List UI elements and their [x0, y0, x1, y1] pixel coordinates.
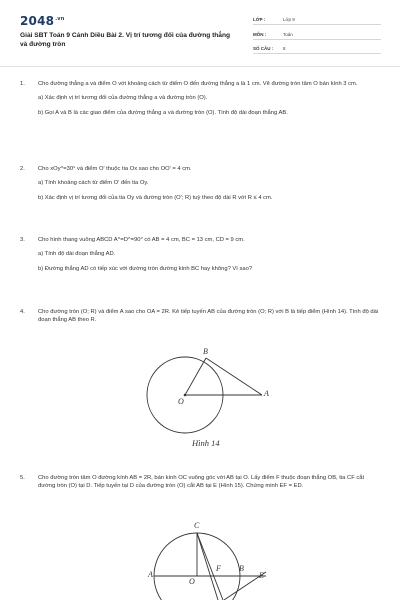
label-c: C [194, 521, 200, 530]
question-part: a) Tính độ dài đoạn thẳng AD. [38, 251, 116, 258]
meta-subject-value: Toán [283, 32, 293, 37]
header-divider [0, 66, 400, 67]
question-part: a) Tính khoảng cách từ điểm O' đến tia Oy. [38, 180, 149, 187]
label-b: B [203, 347, 208, 356]
question-stem: Cho đường tròn (O; R) và điểm A sao cho OA = 2R. Kẻ tiếp tuyến AB của đường tròn (O; R) với B là tiếp điểm (Hình 14). Tính độ dài đoạn thẳng AB theo R. [38, 309, 379, 324]
meta-count-label: SỐ CÂU : [253, 46, 274, 51]
label-o: O [189, 577, 195, 586]
label-b: B [239, 564, 244, 573]
question-stem: Cho xOy^=30° và điểm O' thuộc tia Ox sao cho OO' = 4 cm. [38, 166, 192, 172]
question-stem: Cho đường thẳng a và điểm O với khoảng cách từ điểm O đến đường thẳng a là 1 cm. Vẽ đường tròn tâm O bán kính 3 cm. [38, 81, 358, 87]
question-part: b) Xác định vị trí tương đối của tia Oy và đường tròn (O'; R) tuỳ theo độ dài R với R ≤ 4 cm. [38, 194, 273, 201]
question-part: b) Đường thẳng AD có tiếp xúc với đường tròn đường kính BC hay không? Vì sao? [38, 265, 253, 272]
question-5 [20, 474, 382, 491]
label-f: F [216, 564, 221, 573]
question-1 [20, 80, 382, 117]
question-number: 3. [20, 237, 25, 243]
question-number: 2. [20, 166, 25, 172]
question-part: b) Gọi A và B là các giao điểm của đường thẳng a và đường tròn (O). Tính độ dài đoạn thẳng AB. [38, 109, 288, 116]
site-logo[interactable] [20, 14, 65, 28]
label-o: O [178, 397, 184, 406]
meta-divider [253, 39, 381, 40]
segment-ob [185, 358, 206, 395]
meta-subject-label: MÔN : [253, 32, 267, 37]
meta-class-label: LỚP : [253, 17, 266, 22]
figure-14-caption: Hình 14 [192, 438, 220, 448]
segment-cf [197, 533, 218, 600]
question-part: a) Xác định vị trí tương đối của đường thẳng a và đường tròn (O). [38, 95, 208, 102]
figure-15 [140, 516, 280, 600]
point-o [184, 394, 187, 397]
meta-class-value: Lớp 9 [283, 17, 295, 22]
label-e: E [259, 571, 264, 580]
question-stem: Cho hình thang vuông ABCD A^=D^=90° có AB = 4 cm, BC = 13 cm, CD = 9 cm. [38, 237, 245, 243]
question-stem: Cho đường tròn tâm O đường kính AB = 2R, bán kính OC vuông góc với AB tại O. Lấy điểm F thuộc đoạn thẳng OB, tia CF cắt đường tròn (O) tại D. Tiếp tuyến tại D của đường tròn (O) cắt AB tại E (Hình 15). Chứng minh EF = ED. [38, 475, 365, 490]
document-title: Giải SBT Toán 9 Cánh Diều Bài 2. Vị trí tương đối của đường thẳng và đường tròn [20, 32, 231, 48]
tangent-ab [206, 358, 262, 395]
meta-count-value: 8 [283, 46, 286, 51]
question-3 [20, 236, 382, 273]
logo-text: 2048 [20, 14, 55, 28]
figure-14 [140, 340, 280, 452]
label-a: A [264, 389, 269, 398]
page-header [0, 0, 400, 64]
question-2 [20, 165, 382, 202]
meta-divider [253, 24, 381, 25]
meta-divider [253, 53, 381, 54]
question-number: 1. [20, 81, 25, 87]
question-number: 5. [20, 475, 25, 481]
question-number: 4. [20, 309, 25, 315]
label-a: A [148, 570, 153, 579]
logo-suffix: .vn [55, 16, 65, 22]
question-4 [20, 308, 382, 325]
